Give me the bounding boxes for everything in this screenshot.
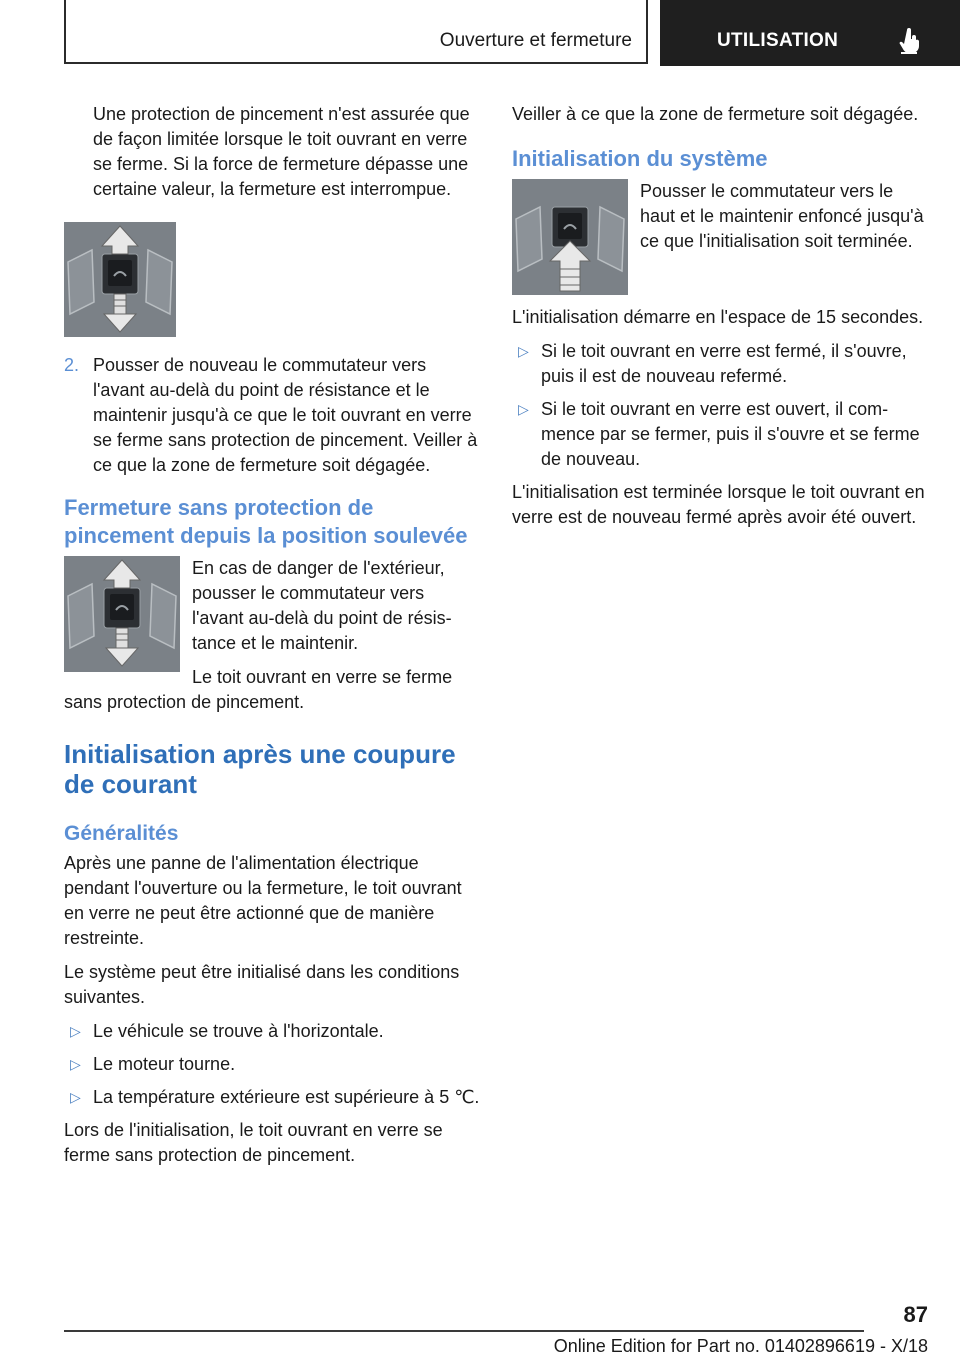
fermeture-text-1: En cas de danger de l'extérieur, pousser le commutateur vers l'avant au-delà du point de résistance et le maintenir. xyxy=(192,558,452,653)
edition-text: Online Edition for Part no. 01402896619 - X/18 xyxy=(553,1336,928,1356)
right-column xyxy=(512,102,928,530)
init-systeme-block xyxy=(512,179,928,295)
intro-paragraph: Une protection de pincement n'est assurée que de façon limitée lorsque le toit ouvrant en verre se ferme. Si la force de fermeture dépasse une certaine valeur, la fermeture est interrompue. xyxy=(93,104,470,199)
fermeture-text-2: Le toit ouvrant en verre se ferme sans protection de pincement. xyxy=(64,667,453,712)
switch-image-push xyxy=(64,556,180,672)
list-item xyxy=(512,339,928,389)
page-number: 87 xyxy=(903,1302,928,1327)
init-systeme-text: Pousser le commutateur vers le haut et le maintenir enfoncé jusqu'à ce que l'initialisation soit terminée. xyxy=(640,181,924,251)
condition-text: La température extérieure est supérieure à 5 ℃. xyxy=(93,1087,480,1107)
section-title: UTILISATION xyxy=(717,30,839,51)
bullet-icon: ▷ xyxy=(70,1056,81,1072)
fermeture-block xyxy=(64,556,480,715)
switch-image-up xyxy=(512,179,628,295)
step-number: 2. xyxy=(64,355,80,375)
condition-text: Le moteur tourne. xyxy=(93,1054,236,1074)
init-end-text: L'initialisation est terminée lorsque le toit ouvrant en verre est de nouveau fermé après avoir été ouvert. xyxy=(512,482,925,527)
condition-text: Le véhicule se trouve à l'horizontale. xyxy=(93,1021,384,1041)
chapter-title: Ouverture et fermeture xyxy=(439,30,632,51)
general-text-1: Après une panne de l'alimentation électrique pendant l'ouverture ou la fermeture, le toit ouvrant en verre ne peut être actionné que de manière restreinte. xyxy=(64,853,462,948)
heading-init-systeme: Initialisation du système xyxy=(512,146,768,171)
step-2 xyxy=(64,353,480,478)
init-case-text: Si le toit ouvrant en verre est fermé, il s'ouvre, puis il est de nouveau refermé. xyxy=(541,341,907,386)
footer-divider xyxy=(64,1330,864,1332)
bullet-icon: ▷ xyxy=(518,343,529,359)
clear-zone-text: Veiller à ce que la zone de fermeture soit dégagée. xyxy=(512,104,919,124)
init-start-text: L'initialisation démarre en l'espace de 15 secondes. xyxy=(512,307,924,327)
header-section-box xyxy=(660,0,960,66)
roof-switch-icon xyxy=(64,222,176,337)
left-column xyxy=(64,102,480,1168)
bullet-icon: ▷ xyxy=(518,401,529,417)
roof-switch-icon xyxy=(64,556,180,672)
heading-initialisation: Initialisation après une coupure de courant xyxy=(64,739,456,799)
bullet-icon: ▷ xyxy=(70,1023,81,1039)
heading-generalites: Généralités xyxy=(64,822,179,845)
list-item xyxy=(64,1085,480,1110)
bullet-icon: ▷ xyxy=(70,1089,81,1105)
general-text-2: Le système peut être initialisé dans les conditions suivantes. xyxy=(64,962,460,1007)
init-case-text: Si le toit ouvrant en verre est ouvert, il commence par se fermer, puis il s'ouvre et se ferme de nouveau. xyxy=(541,399,920,469)
header-chapter-box xyxy=(64,0,648,64)
heading-fermeture: Fermeture sans protection de pincement depuis la position soulevée xyxy=(64,495,468,548)
roof-switch-icon xyxy=(512,179,628,295)
list-item xyxy=(512,397,928,472)
general-text-3: Lors de l'initialisation, le toit ouvrant en verre se ferme sans protection de pincement. xyxy=(64,1120,443,1165)
list-item xyxy=(64,1019,480,1044)
switch-image-front xyxy=(64,222,176,337)
step-2-text: Pousser de nouveau le commutateur vers l'avant au-delà du point de résistance et le maintenir jusqu'à ce que le toit ouvrant en verre se ferme sans protection de pincement. Veiller à ce que la zone de fermeture soit dégagée. xyxy=(93,355,478,475)
pointing-hand-icon xyxy=(898,28,922,54)
list-item xyxy=(64,1052,480,1077)
